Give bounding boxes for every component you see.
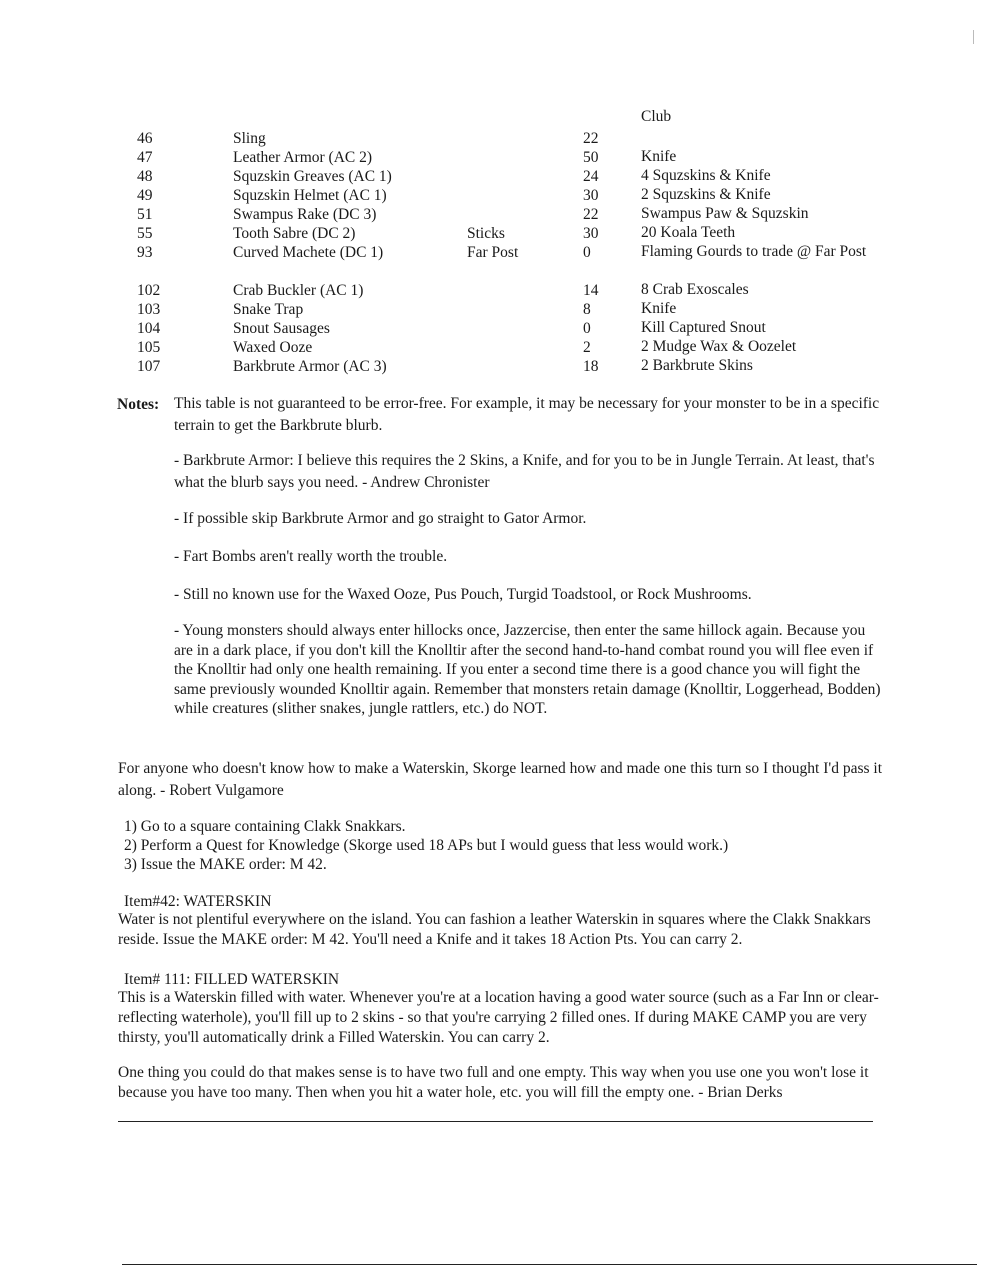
requirements: Flaming Gourds to trade @ Far Post: [641, 243, 867, 260]
item-number: 49: [137, 187, 153, 204]
requirements: 8 Crab Exoscales: [641, 281, 749, 298]
item-number: 102: [137, 282, 161, 299]
action-points: 8: [583, 301, 591, 318]
requirements: Kill Captured Snout: [641, 319, 766, 336]
item-name: Squzskin Helmet (AC 1): [233, 187, 387, 204]
requirements: 2 Mudge Wax & Oozelet: [641, 338, 797, 355]
item-location: Far Post: [467, 244, 519, 261]
note-gator-armor: - If possible skip Barkbrute Armor and go straight to Gator Armor.: [174, 510, 587, 527]
requirements: 20 Koala Teeth: [641, 224, 736, 241]
table-row: [0, 243, 981, 262]
item-number: 47: [137, 149, 153, 166]
item-number: 46: [137, 130, 153, 147]
requirements: Swampus Paw & Squzskin: [641, 205, 809, 222]
item-number: 93: [137, 244, 153, 261]
closing-comment: One thing you could do that makes sense is to have two full and one empty. This way when you use one you won't lose it because you have too many. Then when you hit a water hole, etc. you will fill the empty one. - Brian Derks: [118, 1064, 869, 1101]
item-name: Swampus Rake (DC 3): [233, 206, 377, 223]
note-unused-items: - Still no known use for the Waxed Ooze, Pus Pouch, Turgid Toadstool, or Rock Mushrooms.: [174, 586, 752, 603]
note-young-monsters: - Young monsters should always enter hillocks once, Jazzercise, then enter the same hillock again. Because you are in a dark place, if you don't kill the Knolltir after the second hand-to-hand combat round you will flee even if the Knolltir had only one health remaining. If you enter a second time there is a good chance you will fight the same previously wounded Knolltir again. Remember that monsters retain damage (Knolltir, Loggerhead, Bodden) while creatures (slither snakes, jungle rattlers, etc.) do NOT.: [174, 622, 881, 717]
item-location: Sticks: [467, 225, 505, 242]
table-row: [0, 148, 981, 167]
action-points: 22: [583, 130, 599, 147]
waterskin-intro: For anyone who doesn't know how to make a Waterskin, Skorge learned how and made one this turn so I thought I'd pass it along. - Robert Vulgamore: [118, 760, 882, 799]
item-name: Snake Trap: [233, 301, 304, 318]
item-number: 105: [137, 339, 161, 356]
table-row: [0, 129, 981, 148]
waterskin-step-3: 3) Issue the MAKE order: M 42.: [124, 856, 327, 873]
table-row: [0, 319, 981, 338]
item-name: Barkbrute Armor (AC 3): [233, 358, 387, 375]
table-row: [0, 300, 981, 319]
table-row: [0, 167, 981, 186]
action-points: 24: [583, 168, 599, 185]
action-points: 0: [583, 244, 591, 261]
item42-text: Water is not plentiful everywhere on the island. You can fashion a leather Waterskin in squares where the Clakk Snakkars reside. Issue the MAKE order: M 42. You'll need a Knife and it takes 18 Action Pts. You can carry 2.: [118, 911, 871, 948]
item-name: Waxed Ooze: [233, 339, 313, 356]
notes-intro: This table is not guaranteed to be error-free. For example, it may be necessary for your monster to be in a specific terrain to get the Barkbrute blurb.: [174, 395, 880, 434]
table-row: [0, 338, 981, 357]
item-name: Leather Armor (AC 2): [233, 149, 373, 166]
item111-title: Item# 111: FILLED WATERSKIN: [124, 971, 340, 988]
item111-text: This is a Waterskin filled with water. Whenever you're at a location having a good water source (such as a Far Inn or clear-reflecting waterhole), you'll fill up to 2 skins - so that you're carrying 2 filled ones. If during MAKE CAMP you are very thirsty, you'll automatically drink a Filled Waterskin. You can carry 2.: [118, 989, 879, 1046]
table-row: [0, 186, 981, 205]
requirements: 2 Barkbrute Skins: [641, 357, 753, 374]
action-points: 22: [583, 206, 599, 223]
item-number: 107: [137, 358, 161, 375]
note-barkbrute: - Barkbrute Armor: I believe this requires the 2 Skins, a Knife, and for you to be in Jungle Terrain. At least, that's what the blurb says you need. - Andrew Chronister: [174, 452, 875, 491]
requirements: Knife: [641, 148, 677, 165]
item-name: Snout Sausages: [233, 320, 330, 337]
item-name: Curved Machete (DC 1): [233, 244, 384, 261]
action-points: 30: [583, 187, 599, 204]
item-name: Sling: [233, 130, 266, 147]
item-number: 51: [137, 206, 153, 223]
table-continuation-row: [0, 108, 981, 127]
continuation-text: Club: [641, 108, 672, 125]
item-name: Tooth Sabre (DC 2): [233, 225, 356, 242]
requirements: 2 Squzskins & Knife: [641, 186, 771, 203]
table-row: [0, 205, 981, 224]
scan-mark: [973, 30, 977, 44]
bottom-rule: [122, 1264, 977, 1265]
item-number: 48: [137, 168, 153, 185]
action-points: 0: [583, 320, 591, 337]
item42-title: Item#42: WATERSKIN: [124, 893, 272, 910]
table-row: [0, 281, 981, 300]
section-divider: [118, 1121, 873, 1122]
table-row: [0, 224, 981, 243]
item-number: 55: [137, 225, 153, 242]
waterskin-step-2: 2) Perform a Quest for Knowledge (Skorge used 18 APs but I would guess that less would work.): [124, 837, 729, 854]
notes-label: Notes:: [117, 396, 160, 413]
item-name: Crab Buckler (AC 1): [233, 282, 364, 299]
note-fart-bombs: - Fart Bombs aren't really worth the trouble.: [174, 548, 448, 565]
table-row: [0, 357, 981, 376]
action-points: 50: [583, 149, 599, 166]
waterskin-step-1: 1) Go to a square containing Clakk Snakkars.: [124, 818, 406, 835]
item-number: 103: [137, 301, 161, 318]
item-name: Squzskin Greaves (AC 1): [233, 168, 392, 185]
requirements: 4 Squzskins & Knife: [641, 167, 771, 184]
item-number: 104: [137, 320, 161, 337]
action-points: 2: [583, 339, 591, 356]
action-points: 18: [583, 358, 599, 375]
requirements: Knife: [641, 300, 677, 317]
action-points: 30: [583, 225, 599, 242]
action-points: 14: [583, 282, 599, 299]
